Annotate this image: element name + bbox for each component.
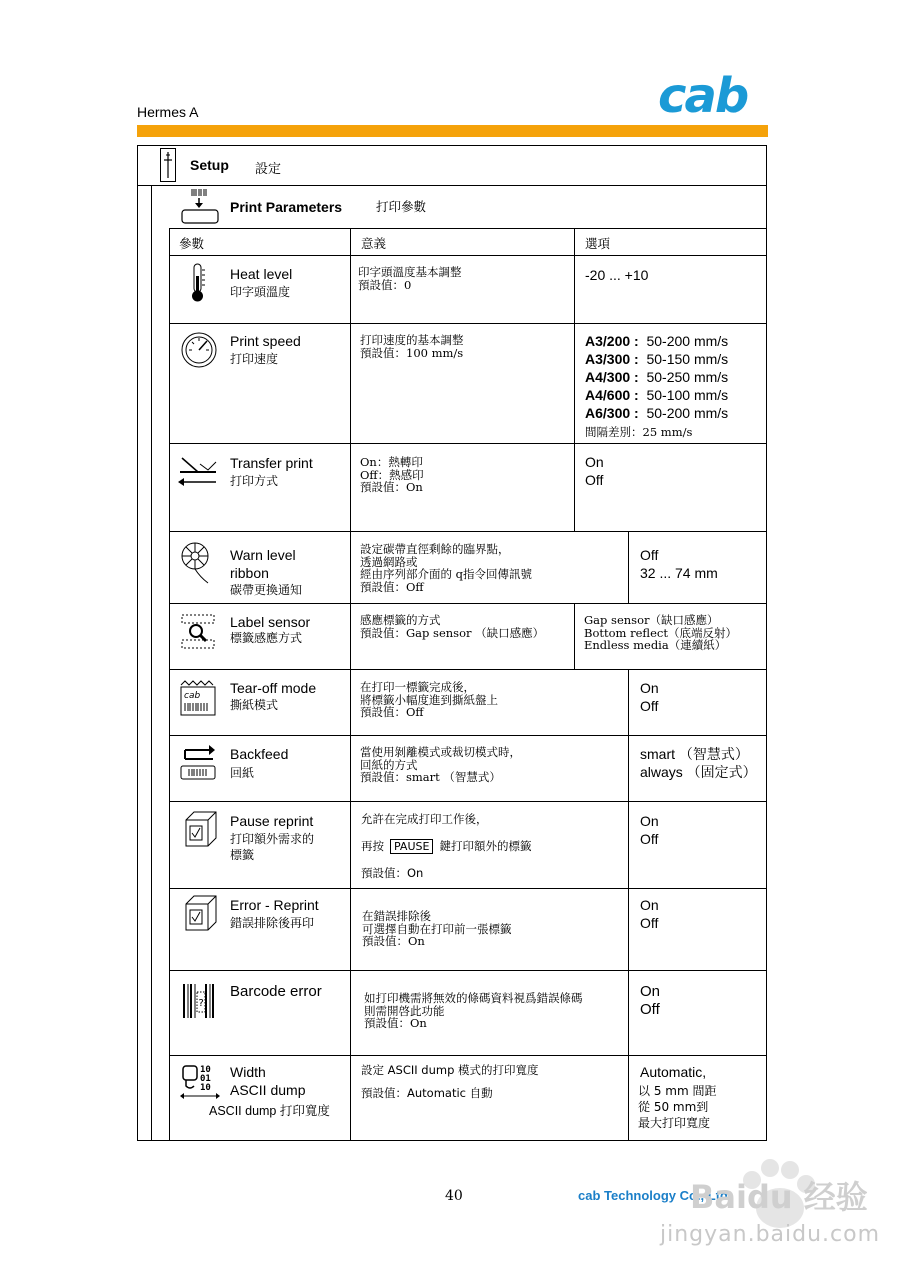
param-name-zh-backfeed: 回紙 [230,766,255,780]
param-options-tear-off: On Off [640,680,659,714]
row-divider [169,888,767,889]
param-desc-warn-level: 設定碳帶直徑剩餘的臨界點， 透過網路或 經由序列部介面的 q指令回傳訊號 預設值：Off [360,542,533,594]
param-desc-width-ascii-line1: 設定 ASCII dump 模式的打印寬度 [361,1063,539,1077]
param-desc-print-speed: 打印速度的基本調整 預設值：100 mm/s [360,333,464,360]
row-divider [169,255,767,256]
row-divider [169,531,767,532]
param-options-width-ascii: Automatic, [640,1064,707,1080]
column-header-param: 參數 [179,236,205,251]
barcode-error-icon [181,982,215,1022]
column-header-options: 選項 [585,236,611,251]
param-name-print-speed: Print speed [230,333,301,349]
watermark-url: jingyan.baidu.com [660,1222,881,1247]
pause-key-label: PAUSE [390,839,433,854]
transfer-print-icon [178,452,212,492]
row-divider [169,970,767,971]
param-name-transfer-print: Transfer print [230,455,313,471]
param-name-zh-error-reprint: 錯誤排除後再印 [230,916,315,930]
document-header-title: Hermes A [137,104,199,120]
param-desc-heat-level: 印字頭溫度基本調整 預設值：0 [358,265,462,292]
param-step-print-speed: 間隔差別：25 mm/s [585,425,693,439]
param-desc-tear-off: 在打印一標籤完成後， 將標籤小幅度進到撕紙盤上 預設值：Off [360,680,498,719]
setup-icon [160,148,176,182]
param-name-zh-print-speed: 打印速度 [230,352,279,366]
tear-off-icon [179,677,213,717]
column-header-meaning: 意義 [361,236,387,251]
reprint-label-icon [182,810,216,850]
param-name-tear-off: Tear-off mode [230,680,317,696]
watermark-brand: Baidu 经验 [690,1178,868,1216]
row-divider [169,735,767,736]
col-divider-meaning [350,228,351,1141]
col-divider-options [628,669,629,1141]
print-parameters-icon [181,188,219,224]
param-name-warn-level: Warn level ribbon [230,547,296,581]
cab-logo: cab [658,68,748,124]
param-name-label-sensor: Label sensor [230,614,311,630]
col-divider-options [574,603,575,669]
param-options-heat-level: -20 ... +10 [585,267,649,283]
param-name-width-ascii: Width ASCII dump [230,1064,306,1098]
row-divider [137,185,767,186]
svg-text:10: 10 [200,1065,211,1075]
row-divider [169,1055,767,1056]
svg-text:10: 10 [200,1083,211,1093]
row-divider [169,323,767,324]
param-name-zh-pause-reprint: 打印額外需求的 標籤 [230,832,315,862]
print-parameters-label: Print Parameters [230,199,343,215]
speedometer-icon [180,331,214,371]
page-number: 40 [445,1188,463,1204]
indent-line-2 [169,228,170,1141]
param-name-barcode-error: Barcode error [230,983,322,1000]
setup-label: Setup [190,157,229,173]
row-divider [169,603,767,604]
param-options-width-ascii-detail: 以 5 mm 間距 從 50 mm到 最大打印寬度 [638,1084,717,1130]
param-name-zh-label-sensor: 標籤感應方式 [230,631,303,645]
param-desc-error-reprint: 在錯誤排除後 可選擇自動在打印前一張標籤 預設值：On [362,909,512,948]
thermometer-icon [181,262,215,302]
param-options-warn-level: Off 32 ... 74 mm [640,547,718,581]
param-name-zh-tear-off: 撕紙模式 [230,698,279,712]
indent-line-1 [151,186,152,1141]
col-divider-options [628,531,629,603]
param-name-zh-width-ascii: ASCII dump 打印寬度 [209,1104,330,1118]
param-name-backfeed: Backfeed [230,746,289,762]
header-divider-bar [137,125,768,137]
param-options-label-sensor: Gap sensor（缺口感應） Bottom reflect（底端反射） Endless media（連續紙） [584,613,737,652]
param-name-error-reprint: Error - Reprint [230,897,319,913]
footer-company: cab Technology Co., Ltd. [578,1188,732,1203]
param-name-zh-warn-level: 碳帶更換通知 [230,583,303,597]
param-desc-backfeed: 當使用剝離模式或裁切模式時， 回紙的方式 預設值：smart （智慧式） [360,745,521,784]
row-divider [169,669,767,670]
row-divider [169,443,767,444]
param-desc-width-ascii-line2: 預設值：Automatic 自動 [361,1086,493,1100]
svg-text:?: ? [198,998,204,1009]
param-name-zh-heat-level: 印字頭溫度 [230,285,291,299]
row-divider [169,801,767,802]
param-desc-pause-reprint-line2: 再按 PAUSE 鍵打印額外的標籤 [361,839,532,853]
param-name-zh-transfer-print: 打印方式 [230,474,279,488]
param-options-print-speed: A3/200 : 50-200 mm/s A3/300 : 50-150 mm/s A4/300 : 50-250 mm/s A4/600 : 50-100 mm/s A6/300 : 50-200 mm/s [585,333,729,421]
svg-text:cab: cab [184,691,201,701]
param-options-error-reprint: On Off [640,897,659,931]
print-parameters-label-zh: 打印參數 [376,199,427,214]
col-divider-options [574,228,575,531]
setup-label-zh: 設定 [255,162,282,177]
svg-text:01: 01 [200,1074,211,1084]
backfeed-icon [179,742,213,782]
param-options-pause-reprint: On Off [640,813,659,847]
ascii-dump-icon [180,1062,214,1102]
param-desc-barcode-error: 如打印機需將無效的條碼資料視爲錯誤條碼 則需開啓此功能 預設值：On [364,991,583,1030]
ribbon-roll-icon [180,541,214,581]
row-divider [169,228,767,229]
param-options-backfeed: smart （智慧式） always （固定式） [640,746,757,780]
param-desc-transfer-print: On：熱轉印 Off：熱感印 預設值：On [360,455,424,494]
param-desc-pause-reprint-line1: 允許在完成打印工作後， [361,812,488,826]
param-desc-label-sensor: 感應標籤的方式 預設值：Gap sensor （缺口感應） [360,613,545,640]
param-desc-pause-reprint-line3: 預設值：On [361,866,424,880]
param-name-heat-level: Heat level [230,266,293,282]
label-sensor-icon [179,612,213,652]
param-options-barcode-error: On Off [640,983,661,1018]
error-reprint-icon [182,894,216,934]
param-options-transfer-print: On Off [585,454,604,488]
param-name-pause-reprint: Pause reprint [230,813,314,829]
